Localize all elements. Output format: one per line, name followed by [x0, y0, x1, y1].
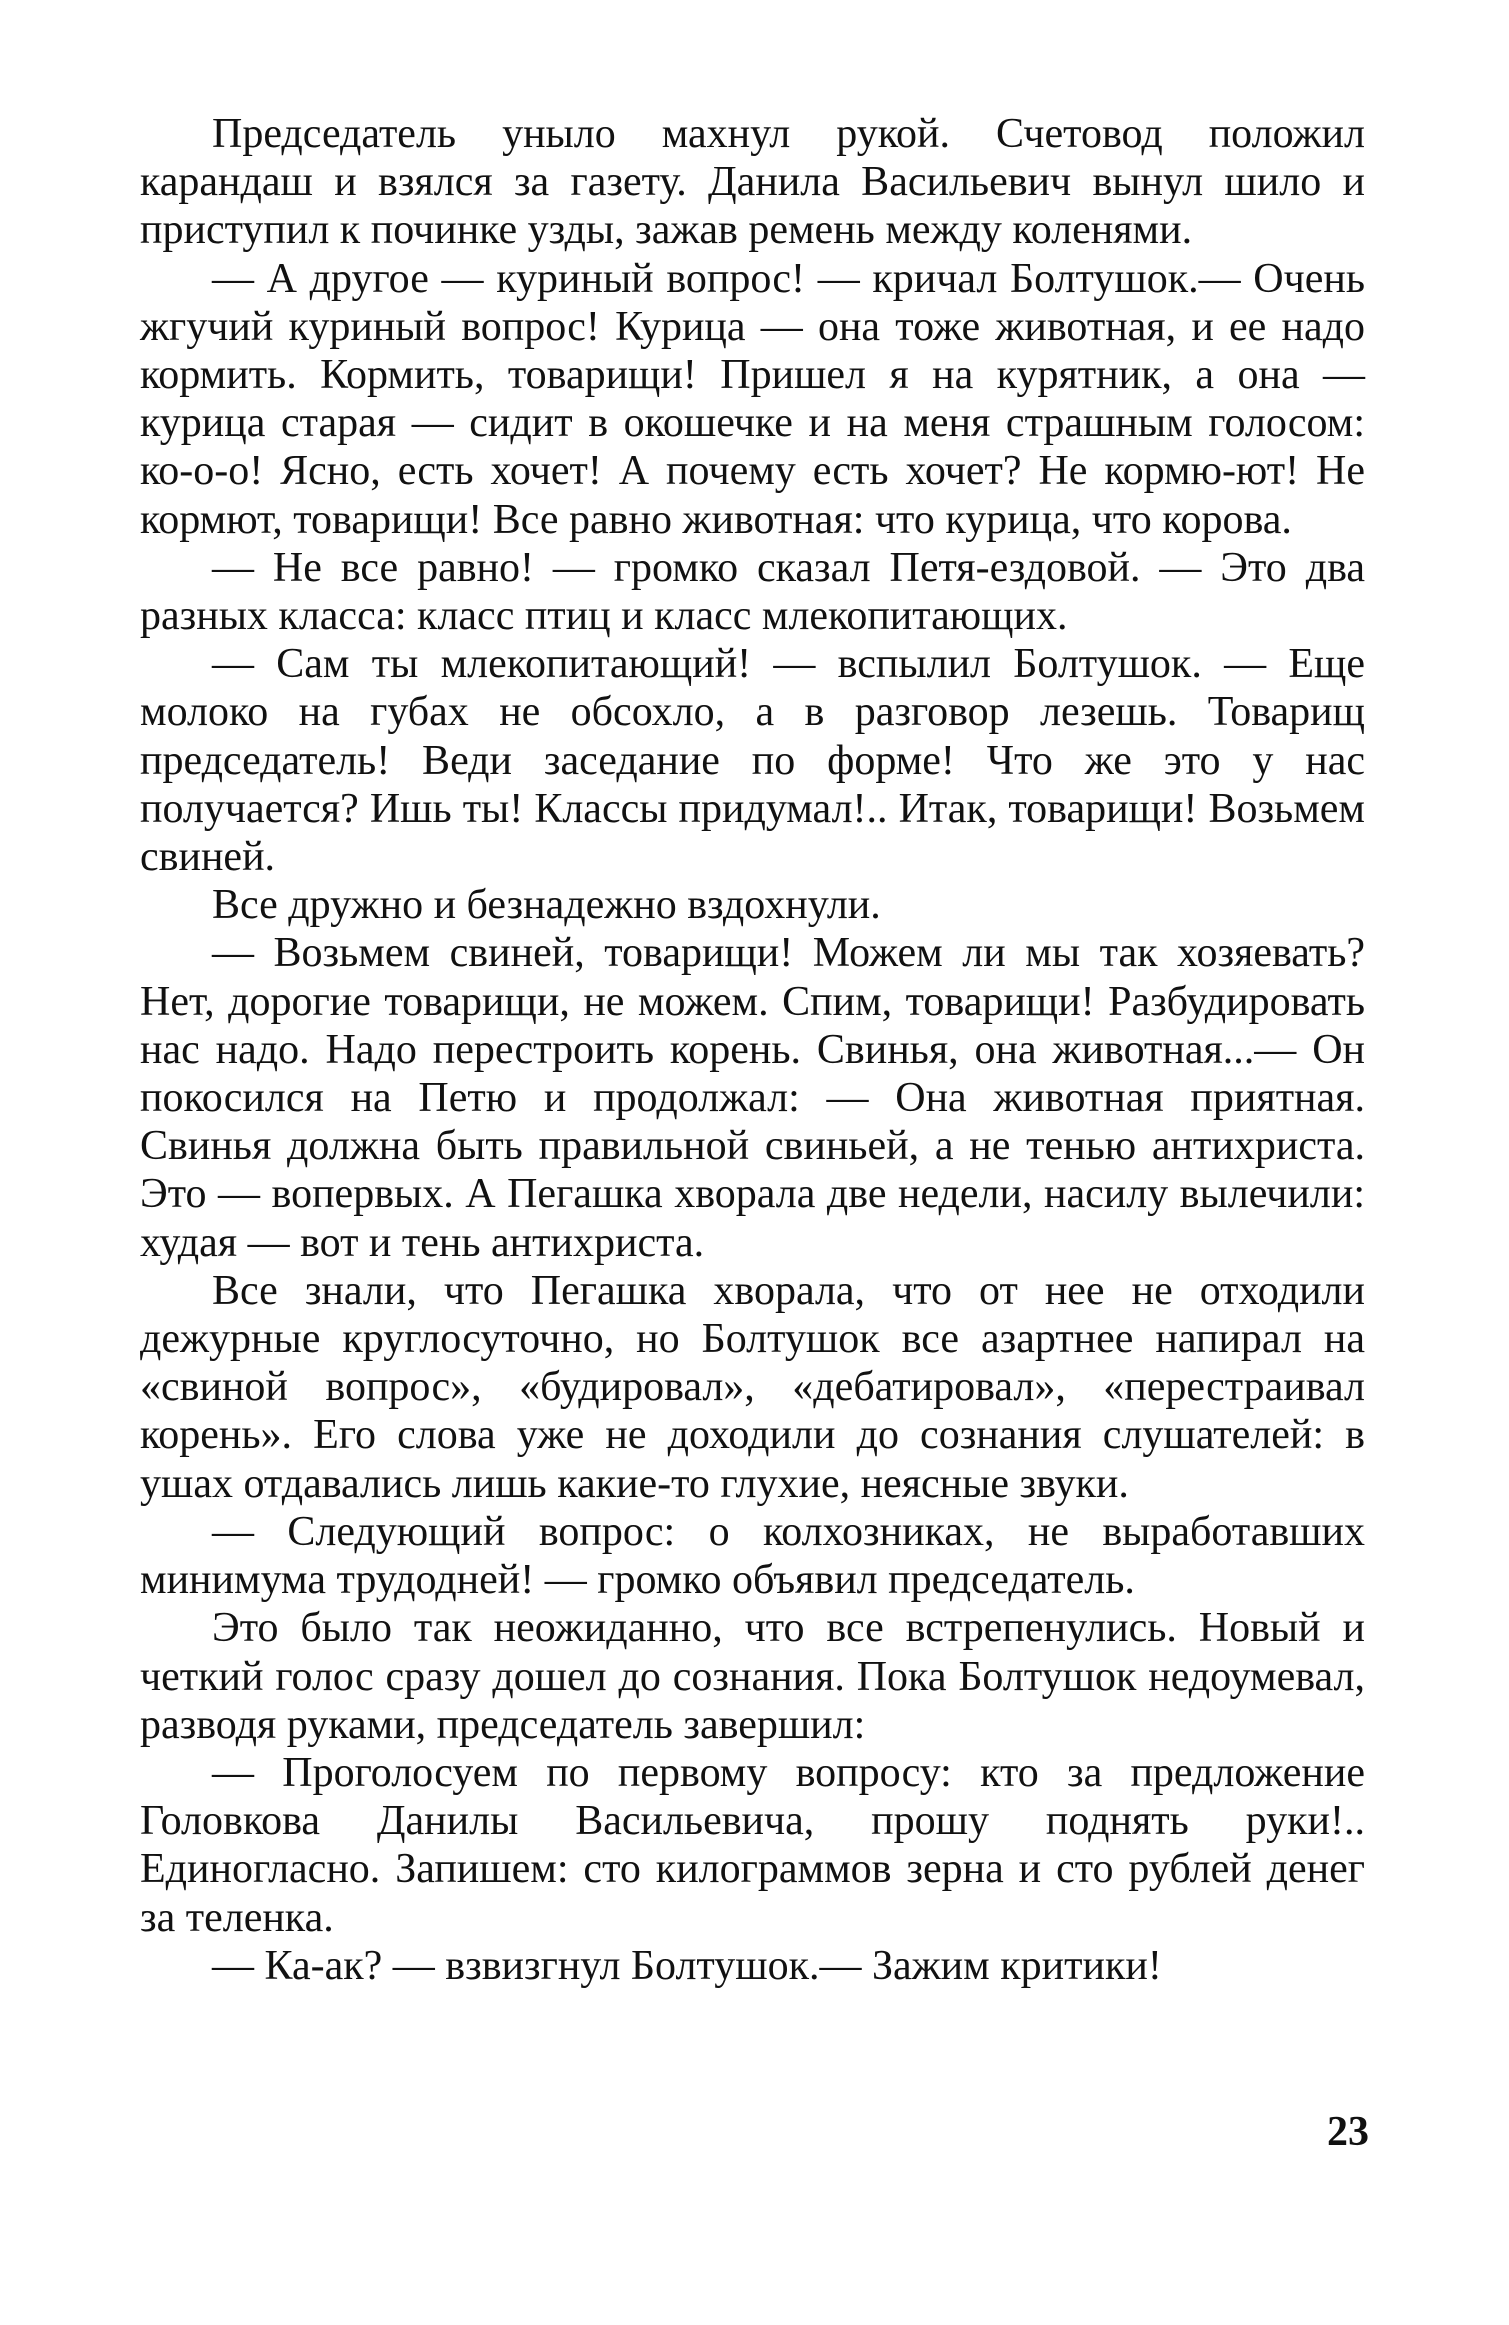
text-column	[140, 110, 1365, 1990]
paragraph: Все знали, что Пегашка хворала, что от нее не отходили дежурные круглосуточно, но Болтушок все азартнее напирал на «свиной вопрос», «будировал», «дебатировал», «перестраивал корень». Его слова уже не доходили до сознания слушателей: в ушах отдавались лишь какие-то глухие, неясные звуки.	[140, 1267, 1365, 1507]
paragraph: Это было так неожиданно, что все встрепенулись. Новый и четкий голос сразу дошел до сознания. Пока Болтушок недоумевал, разводя руками, председатель завершил:	[140, 1605, 1365, 1748]
paragraph: — Проголосуем по первому вопросу: кто за предложение Головкова Данилы Васильевича, прошу поднять руки!.. Единогласно. Запишем: сто килограммов зерна и сто рублей денег за теленка.	[140, 1749, 1365, 1941]
paragraph: — Сам ты млекопитающий! — вспылил Болтушок. — Еще молоко на губах не обсохло, а в разговор лезешь. Товарищ председатель! Веди заседание по форме! Что же это у нас получается? Ишь ты! Классы придумал!.. Итак, товарищи! Возьмем свиней.	[140, 641, 1365, 881]
paragraph: — А другое — куриный вопрос! — кричал Болтушок.— Очень жгучий куриный вопрос! Курица — она тоже животная, и ее надо кормить. Кормить, товарищи! Пришел я на курятник, а она — курица старая — сидит в окошечке и на меня страшным голосом: ко-о-о! Ясно, есть хочет! А почему есть хочет? Не кормю-ют! Не кормют, товарищи! Все равно животная: что курица, что корова.	[140, 255, 1365, 543]
paragraph: — Возьмем свиней, товарищи! Можем ли мы так хозяевать? Нет, дорогие товарищи, не можем. Спим, товарищи! Разбудировать нас надо. Надо перестроить корень. Свинья, она животная...— Он покосился на Петю и продолжал: — Она животная приятная. Свинья должна быть правильной свиньей, а не тенью антихриста. Это — вопервых. А Пегашка хворала две недели, насилу вылечили: худая — вот и тень антихриста.	[140, 930, 1365, 1266]
paragraph: — Следующий вопрос: о колхозниках, не выработавших минимума трудодней! — громко объявил председатель.	[140, 1508, 1365, 1604]
paragraph: — Ка-ак? — взвизгнул Болтушок.— Зажим критики!	[212, 1942, 1162, 1989]
page-number: 23	[1327, 2109, 1369, 2155]
paragraph: — Не все равно! — громко сказал Петя-ездовой. — Это два разных класса: класс птиц и класс млекопитающих.	[140, 544, 1365, 640]
paragraph: Председатель уныло махнул рукой. Счетовод положил карандаш и взялся за газету. Данила Васильевич вынул шило и приступил к починке узды, зажав ремень между коленями.	[140, 111, 1365, 254]
paragraph: Все дружно и безнадежно вздохнули.	[212, 882, 881, 929]
